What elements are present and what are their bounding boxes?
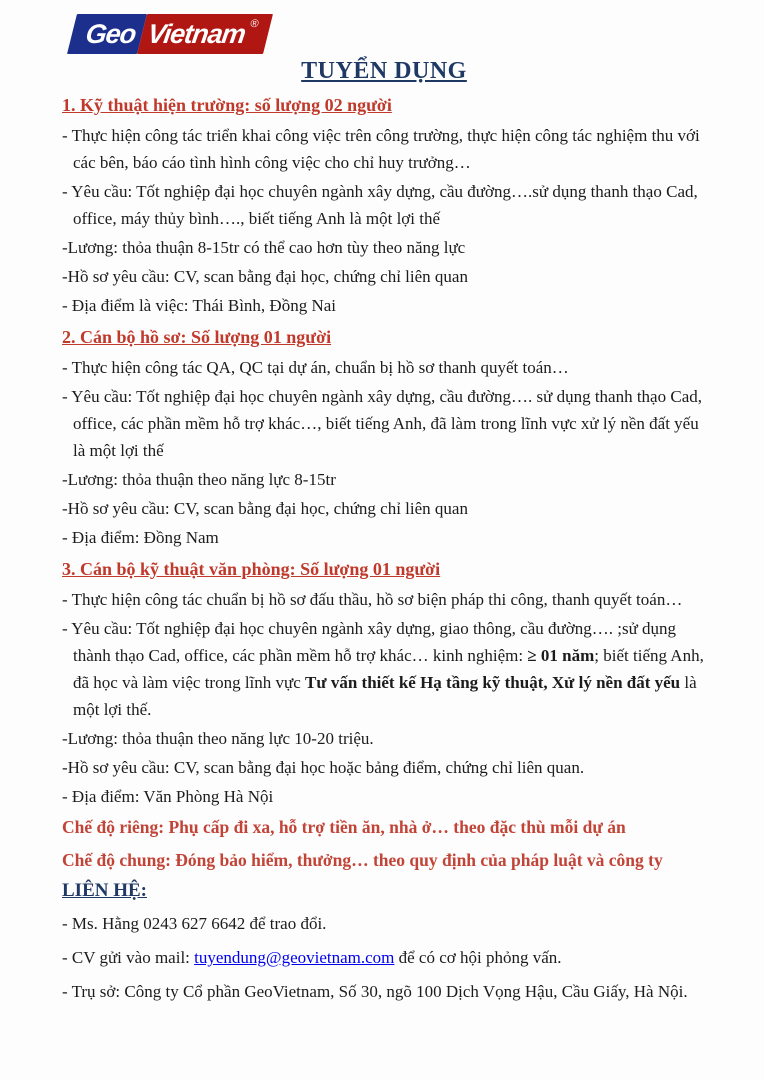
benefit-line: Chế độ chung: Đóng bảo hiểm, thưởng… theo quy định của pháp luật và công ty [62,850,663,870]
section-heading: 3. Cán bộ kỹ thuật văn phòng: Số lượng 01 người [62,559,441,579]
requirement-line [62,754,706,781]
contact-line [62,944,706,971]
requirement-line [62,292,706,319]
requirement-line [62,524,706,551]
text-run: - Địa điểm: Đồng Nam [62,528,219,547]
job-sections [62,95,706,810]
text-run: - Thực hiện công tác triển khai công việc trên công trường, thực hiện công tác nghiệm thu với các bên, báo cáo tình hình công việc cho chỉ huy trưởng… [62,126,700,172]
text-run: ; biết tiếng Anh, đã học và làm việc trong lĩnh vực [73,646,704,692]
text-run: - Yêu cầu: Tốt nghiệp đại học chuyên ngành xây dựng, cầu đường….sử dụng thanh thạo Cad, office, máy thủy bình…., biết tiếng Anh là một lợi thế [62,182,698,228]
text-run: -Hồ sơ yêu cầu: CV, scan bằng đại học, chứng chỉ liên quan [62,499,468,518]
contact-heading: LIÊN HỆ: [62,880,147,901]
requirement-line [62,234,706,261]
contact-block [62,910,706,1005]
requirement-line [62,178,706,232]
bold-text-run: ≥ 01 năm [527,646,595,665]
geovietnam-logo [67,14,273,54]
requirement-line [62,263,706,290]
text-run: - Yêu cầu: Tốt nghiệp đại học chuyên ngành xây dựng, cầu đường…. sử dụng thanh thạo Cad, office, các phần mềm hỗ trợ khác…, biết tiếng Anh, đã làm trong lĩnh vực xử lý nền đất yếu là một lợi thế [62,387,702,460]
requirement-line [62,383,706,464]
requirement-line [62,783,706,810]
text-run: - CV gửi vào mail: [62,948,195,967]
page-title: TUYỂN DỤNG [301,58,467,84]
requirement-line [62,725,706,752]
text-run: - Địa điểm: Văn Phòng Hà Nội [62,787,274,806]
text-run: -Hồ sơ yêu cầu: CV, scan bằng đại học hoặc bảng điểm, chứng chỉ liên quan. [62,758,585,777]
benefits-block [62,814,706,874]
requirement-line [62,615,706,723]
email-link[interactable]: tuyendung@geovietnam.com [194,948,395,967]
logo-blue-slab [67,14,146,54]
logo-text-vietnam: Vietnam [145,18,247,49]
text-run: - Ms. Hằng 0243 627 6642 để trao đổi. [62,914,327,933]
text-run: - Yêu cầu: Tốt nghiệp đại học chuyên ngành xây dựng, giao thông, cầu đường…. ;sử dụng thành thạo Cad, office, các phần mềm hỗ trợ khác… kinh nghiệm: [62,619,677,665]
bold-text-run: Tư vấn thiết kế Hạ tầng kỹ thuật, Xử lý nền đất yếu [305,673,681,692]
text-run: -Lương: thỏa thuận 8-15tr có thể cao hơn tùy theo năng lực [62,238,466,257]
requirement-line [62,122,706,176]
requirement-line [62,466,706,493]
section-heading: 2. Cán bộ hồ sơ: Số lượng 01 người [62,327,332,347]
text-run: -Lương: thỏa thuận theo năng lực 8-15tr [62,470,336,489]
contact-line [62,910,706,937]
registered-trademark-icon: ® [249,18,260,30]
text-run: - Thực hiện công tác chuẩn bị hồ sơ đấu thầu, hồ sơ biện pháp thi công, thanh quyết toán… [62,590,683,609]
requirement-line [62,495,706,522]
text-run: - Địa điểm là việc: Thái Bình, Đồng Nai [62,296,336,315]
text-run: để có cơ hội phỏng vấn. [394,948,562,967]
text-run: - Trụ sở: Công ty Cổ phần GeoVietnam, Số 30, ngõ 100 Dịch Vọng Hậu, Cầu Giấy, Hà Nội. [62,982,688,1001]
requirement-line [62,586,706,613]
logo-red-slab [137,14,273,54]
text-run: - Thực hiện công tác QA, QC tại dự án, chuẩn bị hồ sơ thanh quyết toán… [62,358,569,377]
benefit-line: Chế độ riêng: Phụ cấp đi xa, hỗ trợ tiền ăn, nhà ở… theo đặc thù mỗi dự án [62,817,626,837]
text-run: -Lương: thỏa thuận theo năng lực 10-20 triệu. [62,729,374,748]
contact-line [62,978,706,1005]
text-run: -Hồ sơ yêu cầu: CV, scan bằng đại học, chứng chỉ liên quan [62,267,468,286]
section-heading: 1. Kỹ thuật hiện trường: số lượng 02 người [62,95,392,115]
logo-text-geo: Geo [83,18,138,49]
text-run: là một lợi thế. [73,673,697,719]
requirement-line [62,354,706,381]
